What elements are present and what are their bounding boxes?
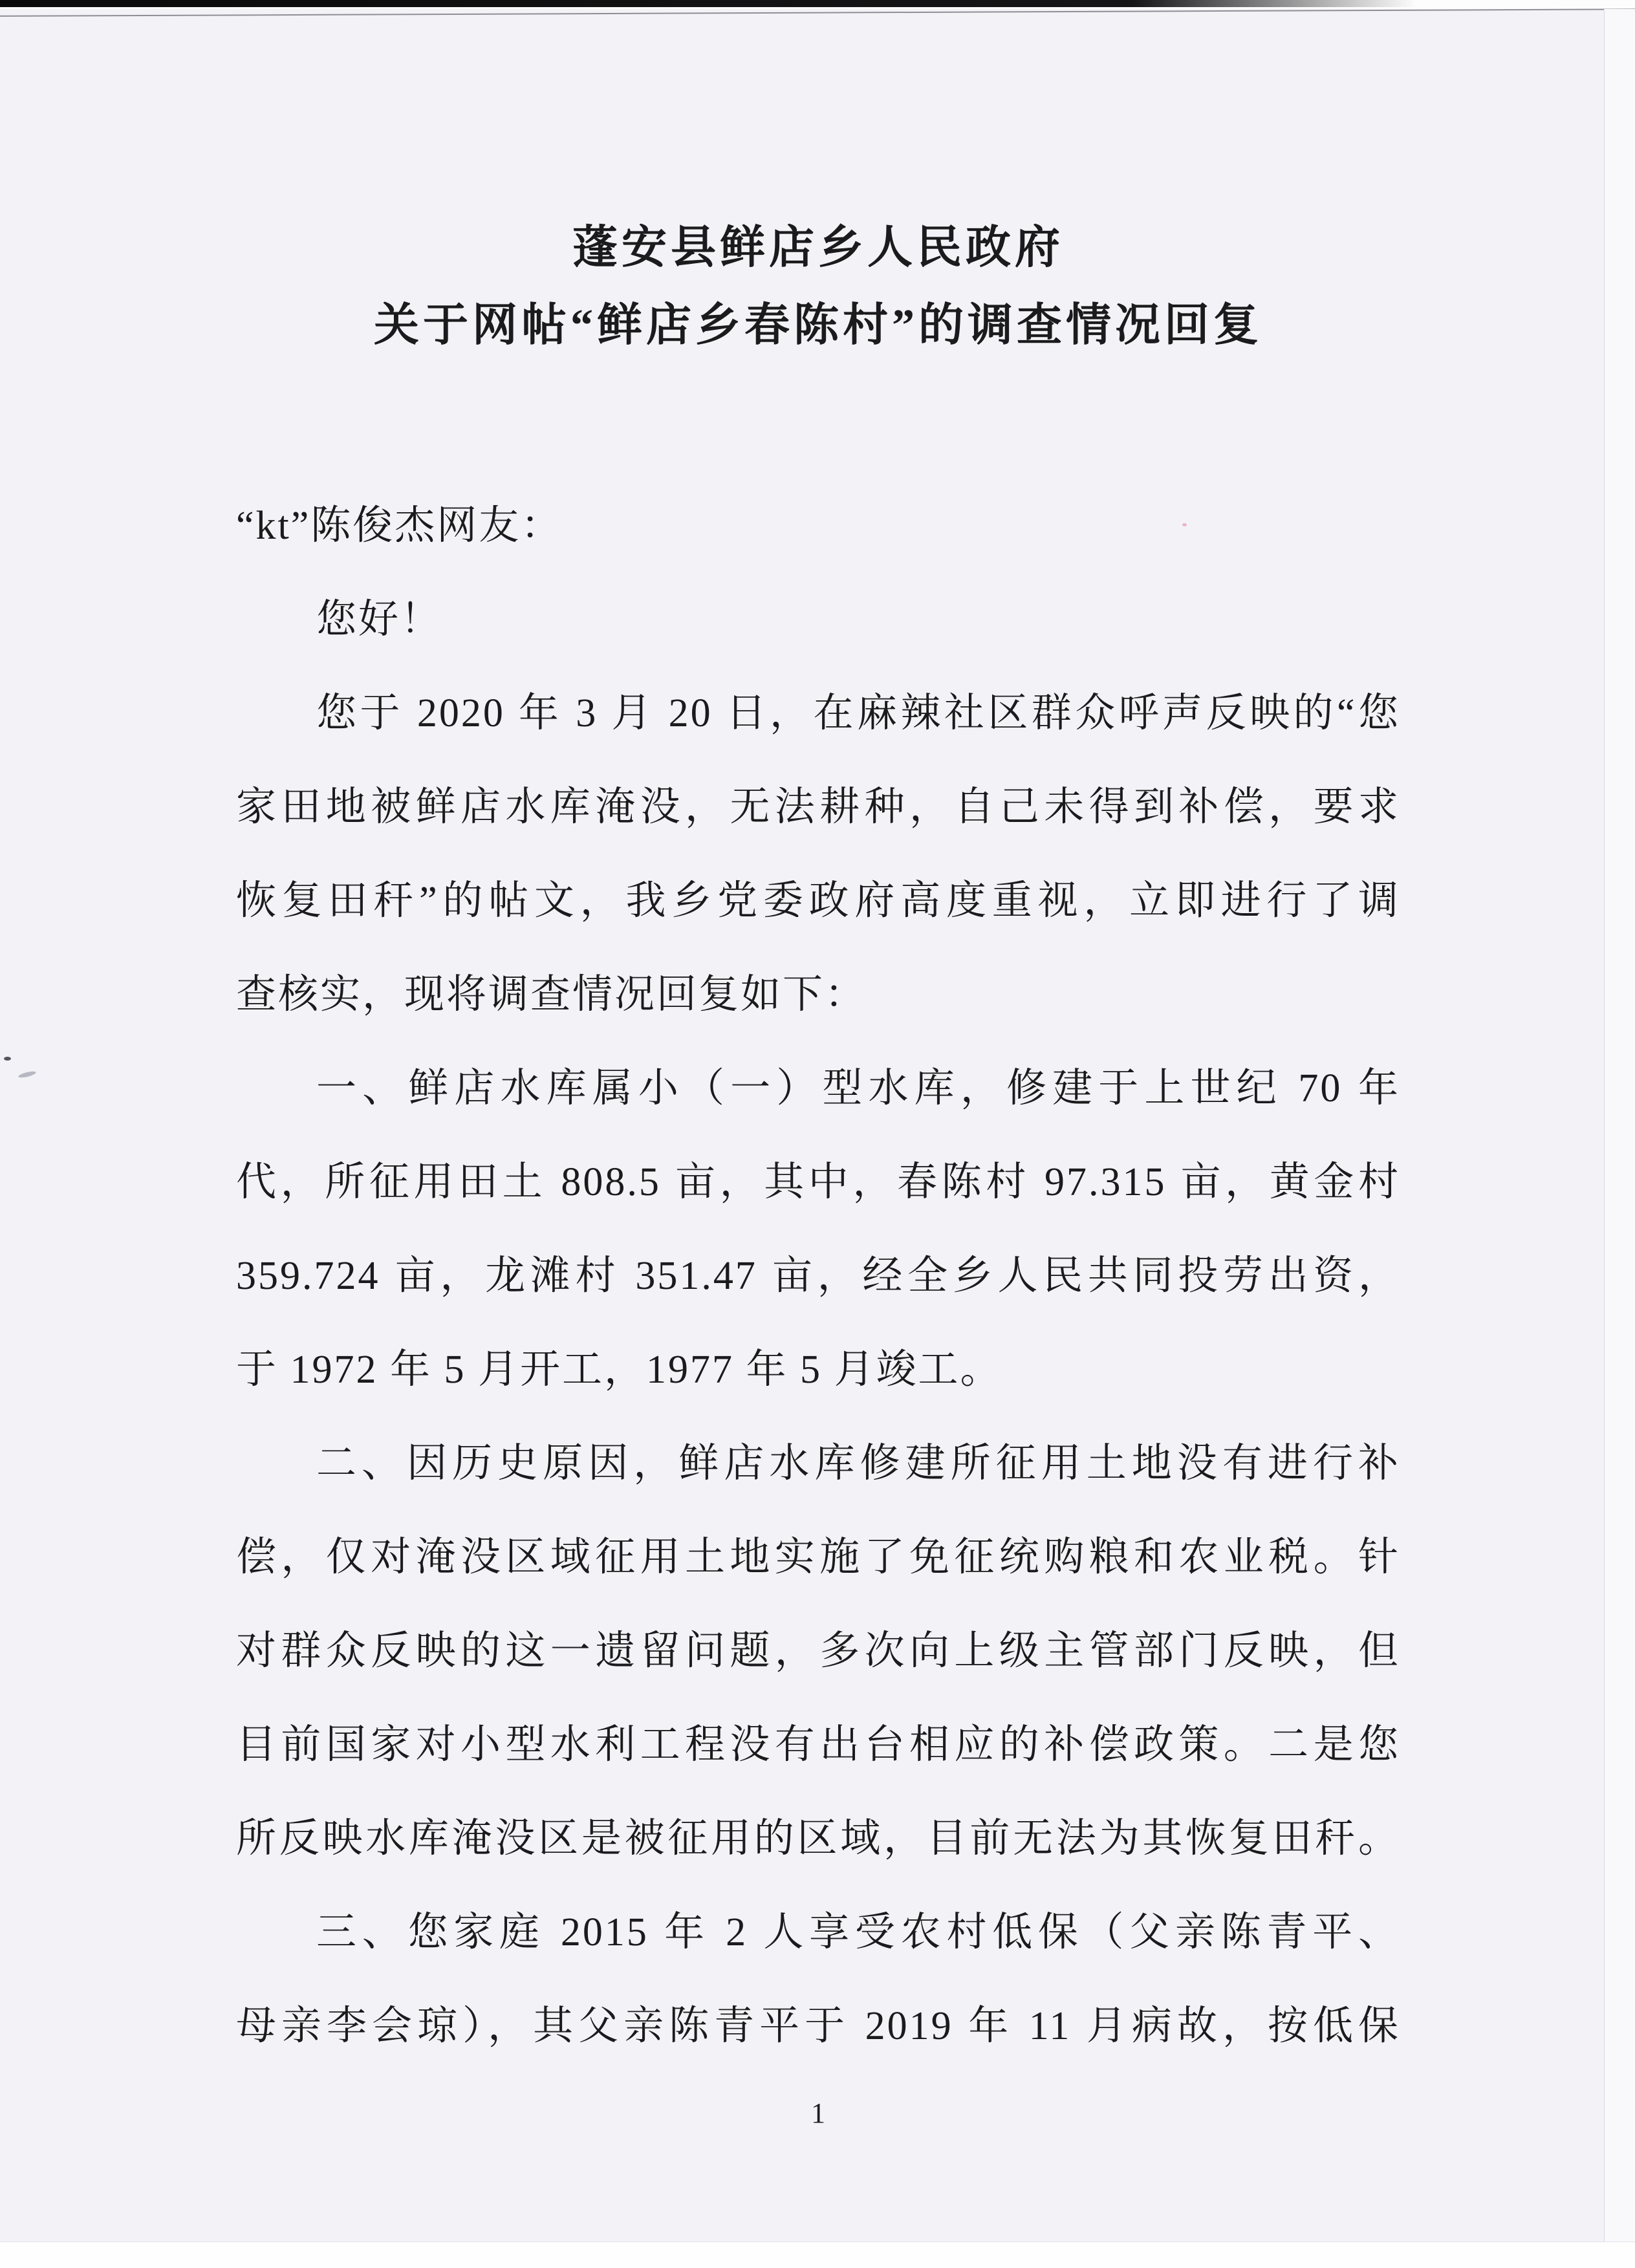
body-line: 偿，仅对淹没区域征用土地实施了免征统购粮和农业税。针 <box>236 1535 1400 1579</box>
paper-bottom-edge <box>0 2241 1635 2268</box>
body-line: 对群众反映的这一遗留问题，多次向上级主管部门反映，但 <box>236 1629 1400 1673</box>
body-line: 一、鲜店水库属小（一）型水库，修建于上世纪 70 年 <box>316 1066 1400 1110</box>
body-line: 三、您家庭 2015 年 2 人享受农村低保（父亲陈青平、 <box>316 1910 1400 1954</box>
body-line: 所反映水库淹没区是被征用的区域，目前无法为其恢复田秆。 <box>236 1817 1400 1861</box>
body-line: 查核实，现将调查情况回复如下： <box>236 973 867 1017</box>
body-line: 母亲李会琼），其父亲陈青平于 2019 年 11 月病故，按低保 <box>236 2004 1400 2048</box>
body-line: 恢复田秆”的帖文，我乡党委政府高度重视，立即进行了调 <box>236 879 1400 923</box>
body-line: 代，所征用田土 808.5 亩，其中，春陈村 97.315 亩，黄金村 <box>236 1160 1400 1204</box>
body-line: 目前国家对小型水利工程没有出台相应的补偿政策。二是您 <box>236 1723 1400 1767</box>
document-title-line1: 蓬安县鲜店乡人民政府 <box>572 223 1064 273</box>
document-title-line2: 关于网帖“鲜店乡春陈村”的调查情况回复 <box>374 301 1262 351</box>
body-line: 二、因历史原因，鲜店水库修建所征用土地没有进行补 <box>316 1442 1400 1485</box>
greeting-line: 您好！ <box>316 598 443 642</box>
body-line: 家田地被鲜店水库淹没，无法耕种，自己未得到补偿，要求 <box>236 785 1400 829</box>
paper-right-edge <box>1604 9 1635 2242</box>
body-line: 您于 2020 年 3 月 20 日，在麻辣社区群众呼声反映的“您 <box>316 691 1400 735</box>
body-line: 于 1972 年 5 月开工，1977 年 5 月竣工。 <box>236 1348 1002 1392</box>
scan-speck <box>4 1057 11 1061</box>
body-line: 359.724 亩，龙滩村 351.47 亩，经全乡人民共同投劳出资， <box>236 1254 1400 1298</box>
salutation-line: “kt”陈俊杰网友： <box>236 504 563 548</box>
page-number: 1 <box>811 2097 825 2129</box>
letter-body <box>236 479 1400 2073</box>
letter-content <box>236 0 1400 2073</box>
